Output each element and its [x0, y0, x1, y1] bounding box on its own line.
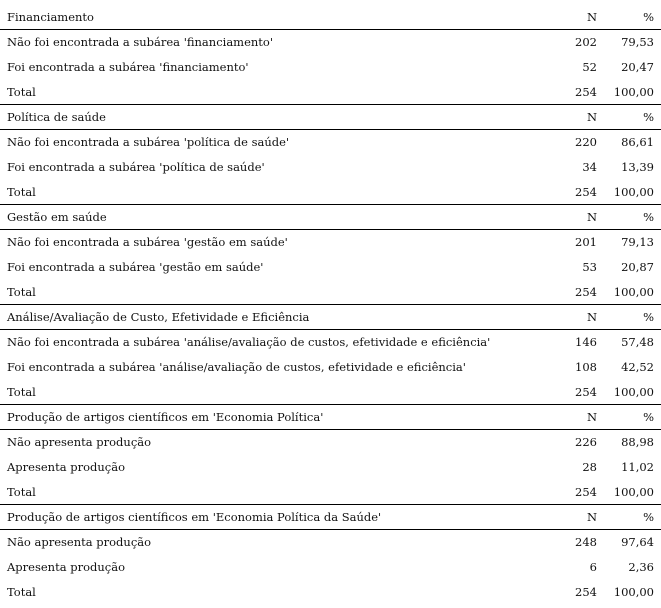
- total-row: [0, 180, 661, 205]
- row-pct: 88,98: [621, 435, 654, 449]
- table-row: [0, 530, 661, 555]
- table-section: [0, 505, 661, 605]
- table-row: [0, 30, 661, 55]
- row-n: 254: [575, 185, 597, 199]
- row-n: 254: [575, 485, 597, 499]
- section-title: Produção de artigos científicos em 'Economia Política da Saúde': [7, 510, 382, 524]
- table-row: [0, 430, 661, 455]
- table-row: [0, 55, 661, 80]
- row-n: 248: [575, 535, 597, 549]
- row-pct: 57,48: [621, 335, 654, 349]
- row-label: Total: [7, 485, 36, 499]
- total-row: [0, 580, 661, 605]
- row-pct: 20,87: [621, 260, 654, 274]
- table-row: [0, 255, 661, 280]
- row-pct: 100,00: [613, 85, 654, 99]
- n-header: N: [586, 410, 597, 424]
- row-label: Foi encontrada a subárea 'financiamento': [7, 60, 249, 74]
- section-header: [0, 5, 661, 30]
- row-pct: 20,47: [621, 60, 654, 74]
- total-row: [0, 380, 661, 405]
- row-pct: 11,02: [621, 460, 654, 474]
- row-n: 254: [575, 385, 597, 399]
- table-section: [0, 5, 661, 105]
- row-pct: 86,61: [621, 135, 654, 149]
- row-n: 53: [582, 260, 597, 274]
- row-label: Total: [7, 85, 36, 99]
- table-row: [0, 355, 661, 380]
- n-header: N: [586, 210, 597, 224]
- row-pct: 42,52: [621, 360, 654, 374]
- row-n: 254: [575, 285, 597, 299]
- row-pct: 97,64: [621, 535, 654, 549]
- row-n: 202: [575, 35, 597, 49]
- pct-header: %: [643, 310, 654, 324]
- n-header: N: [586, 110, 597, 124]
- table-row: [0, 455, 661, 480]
- table-section: [0, 405, 661, 505]
- row-pct: 100,00: [613, 485, 654, 499]
- pct-header: %: [643, 210, 654, 224]
- section-title: Produção de artigos científicos em 'Economia Política': [7, 410, 324, 424]
- row-label: Total: [7, 385, 36, 399]
- n-header: N: [586, 10, 597, 24]
- n-header: N: [586, 310, 597, 324]
- total-row: [0, 480, 661, 505]
- row-label: Não foi encontrada a subárea 'gestão em saúde': [7, 235, 288, 249]
- row-label: Não foi encontrada a subárea 'análise/avaliação de custos, efetividade e eficiência': [7, 335, 491, 349]
- row-label: Não apresenta produção: [7, 435, 152, 449]
- table-row: [0, 330, 661, 355]
- row-label: Apresenta produção: [7, 460, 125, 474]
- section-title: Análise/Avaliação de Custo, Efetividade e Eficiência: [7, 310, 310, 324]
- row-n: 6: [589, 560, 597, 574]
- pct-header: %: [643, 10, 654, 24]
- table-row: [0, 230, 661, 255]
- pct-header: %: [643, 110, 654, 124]
- row-n: 254: [575, 85, 597, 99]
- pct-header: %: [643, 410, 654, 424]
- row-n: 28: [582, 460, 597, 474]
- row-pct: 100,00: [613, 285, 654, 299]
- n-header: N: [586, 510, 597, 524]
- pct-header: %: [643, 510, 654, 524]
- section-title: Financiamento: [7, 10, 94, 24]
- row-label: Total: [7, 285, 36, 299]
- row-label: Total: [7, 185, 36, 199]
- section-header: [0, 505, 661, 530]
- row-n: 226: [575, 435, 597, 449]
- row-n: 254: [575, 585, 597, 599]
- row-pct: 79,13: [621, 235, 654, 249]
- section-header: [0, 205, 661, 230]
- row-n: 220: [575, 135, 597, 149]
- table-row: [0, 130, 661, 155]
- section-header: [0, 105, 661, 130]
- table-section: [0, 305, 661, 405]
- row-pct: 2,36: [628, 560, 654, 574]
- row-label: Foi encontrada a subárea 'análise/avaliação de custos, efetividade e eficiência': [7, 360, 466, 374]
- total-row: [0, 80, 661, 105]
- row-n: 146: [575, 335, 597, 349]
- table-row: [0, 555, 661, 580]
- row-pct: 13,39: [621, 160, 654, 174]
- row-pct: 100,00: [613, 585, 654, 599]
- row-pct: 100,00: [613, 185, 654, 199]
- table-section: [0, 205, 661, 305]
- row-n: 52: [582, 60, 597, 74]
- section-header: [0, 405, 661, 430]
- row-pct: 100,00: [613, 385, 654, 399]
- frequency-table: [0, 5, 661, 605]
- row-label: Não foi encontrada a subárea 'financiamento': [7, 35, 273, 49]
- section-header: [0, 305, 661, 330]
- row-pct: 79,53: [621, 35, 654, 49]
- row-label: Foi encontrada a subárea 'gestão em saúde': [7, 260, 264, 274]
- section-title: Gestão em saúde: [7, 210, 107, 224]
- row-label: Não foi encontrada a subárea 'política de saúde': [7, 135, 290, 149]
- section-title: Política de saúde: [7, 110, 106, 124]
- row-n: 201: [575, 235, 597, 249]
- row-label: Foi encontrada a subárea 'política de saúde': [7, 160, 265, 174]
- row-label: Não apresenta produção: [7, 535, 152, 549]
- row-n: 108: [575, 360, 597, 374]
- table-row: [0, 155, 661, 180]
- row-label: Total: [7, 585, 36, 599]
- row-n: 34: [582, 160, 597, 174]
- table-section: [0, 105, 661, 205]
- row-label: Apresenta produção: [7, 560, 125, 574]
- total-row: [0, 280, 661, 305]
